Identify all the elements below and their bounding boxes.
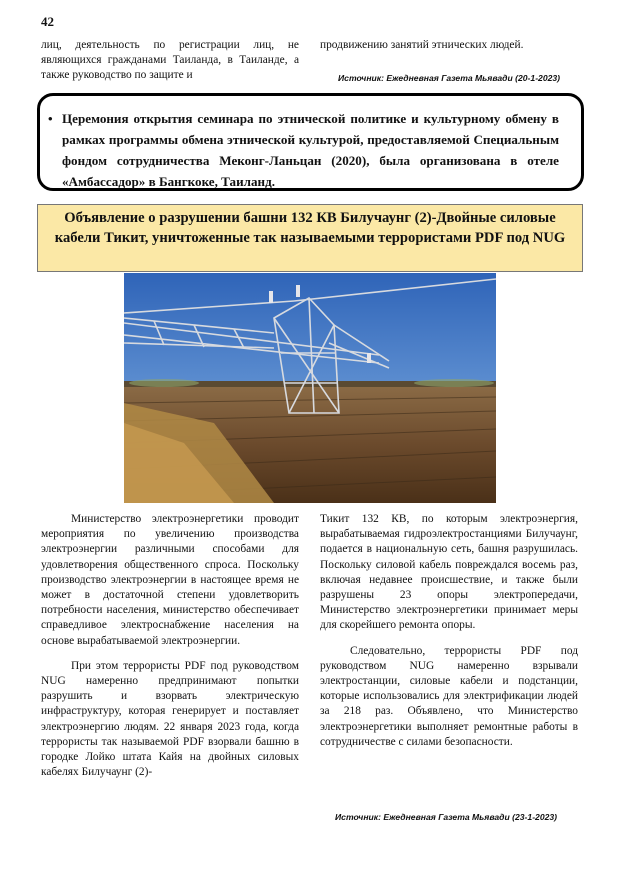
top-left-paragraph: лиц, деятельность по регистрации лиц, не являющихся гражданами Таиланда, в Таиланде, а также руководство по защите и xyxy=(41,39,299,82)
bullet-box-text: Церемония открытия семинара по этнической политике и культурному обмену в рамках программы обмена этнической культурой, предоставляемой Специальным фондом сотрудничества Меконг-Ланьцан (2020), была организована в отеле «Амбассадор» в Бангкоке, Таиланд. xyxy=(62,111,559,189)
body-right-paragraph-1: Тикит 132 КВ, по которым электроэнергия, вырабатываемая гидроэлектростанциями Билучаунг, подается в национальную сеть, башня разрушилась. Поскольку силовой кабель повреждался восемь раз, включая недавнее происшествие, и также были разрушены 23 опоры электропередачи, Министерство электроэнергетики принимает меры для скорейшего ремонта опоры. xyxy=(320,513,578,632)
article-headline: Объявление о разрушении башни 132 КВ Билучаунг (2)-Двойные силовые кабели Тикит, уничтоженные так называемыми террористами PDF под NUG xyxy=(37,204,583,272)
body-left-paragraph-2: При этом террористы PDF под руководством NUG намеренно предпринимают попытки разрушить и взорвать электрическую инфраструктуру, которая генерирует и поставляет электроэнергию людям. 22 января 2023 года, когда террористы так называемой PDF взорвали башню в городке Лойко штата Кайя на двойных силовых кабелях Билучаунг (2)- xyxy=(41,659,299,779)
source-caption-1: Источник: Ежедневная Газета Мьявади (20-1-2023) xyxy=(338,73,561,83)
source-caption-2: Источник: Ежедневная Газета Мьявади (23-1-2023) xyxy=(335,812,558,822)
bullet-icon: • xyxy=(48,111,53,126)
collapsed-tower-image xyxy=(124,273,496,503)
body-left-paragraph-1: Министерство электроэнергетики проводит мероприятия по увеличению производства электроэнергии различными способами для удовлетворения общественного спроса. Поскольку производство электроэнергии в настоящее время не может в достаточной степени удовлетворить потребности населения, министерство обеспечивает справедливое электроснабжение населения на основе вырабатываемой электроэнергии. xyxy=(41,513,299,647)
bullet-box-content xyxy=(48,108,559,192)
body-right-column xyxy=(320,512,578,750)
top-right-column xyxy=(320,38,578,53)
bullet-box xyxy=(37,93,584,191)
page-number: 42 xyxy=(41,14,54,29)
body-right-paragraph-2: Следовательно, террористы PDF под руководством NUG намеренно взрывали электростанции, силовые кабели и подстанции, которые использовались для электрификации людей за 218 раз. Объявлено, что Министерство электроэнергетики выполняет ремонтные работы в сотрудничестве с силами безопасности. xyxy=(320,644,578,748)
body-left-column xyxy=(41,512,299,780)
tower-photo xyxy=(124,273,496,503)
top-right-paragraph: продвижению занятий этнических людей. xyxy=(320,39,524,51)
top-left-column xyxy=(41,38,299,84)
